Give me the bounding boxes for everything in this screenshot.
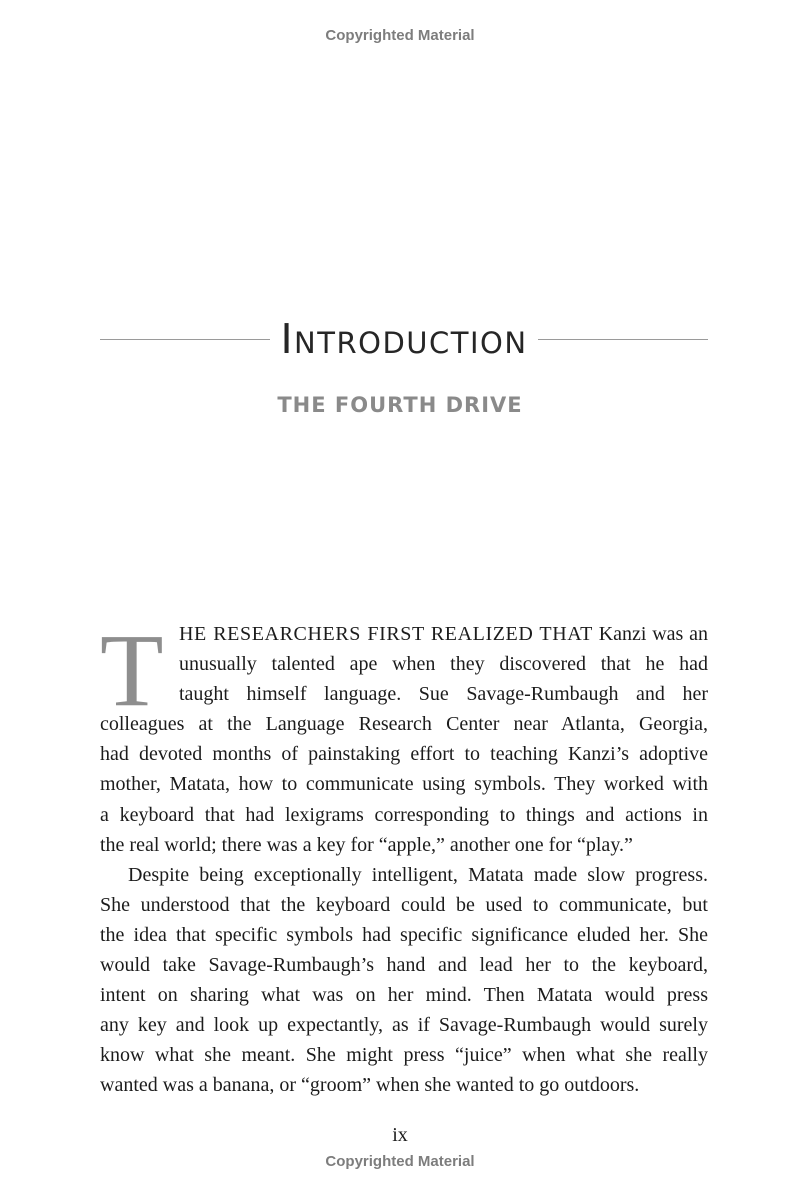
text-line	[100, 619, 708, 649]
chapter-heading	[100, 312, 708, 366]
heading-rule-right	[538, 339, 708, 340]
text-line: colleagues at the Language Research Center near Atlanta, Georgia,	[100, 713, 708, 736]
heading-rule-left	[100, 339, 270, 340]
text-line: mother, Matata, how to communicate using symbols. They worked with	[100, 773, 708, 796]
copyright-watermark-bottom: Copyrighted Material	[325, 1153, 475, 1170]
text-line: the idea that specific symbols had specific significance eluded her. She	[100, 923, 708, 946]
chapter-title: Introduction	[280, 314, 528, 363]
text-line: know what she meant. She might press “juice” when what she really	[100, 1044, 708, 1067]
text-line: wanted was a banana, or “groom” when she wanted to go outdoors.	[100, 1074, 640, 1097]
chapter-subtitle: THE FOURTH DRIVE	[277, 393, 523, 417]
text-line: taught himself language. Sue Savage-Rumbaugh and her	[179, 683, 708, 706]
text-line: a keyboard that had lexigrams corresponding to things and actions in	[100, 803, 708, 826]
page-number: ix	[392, 1124, 408, 1146]
text-line: the real world; there was a key for “apple,” another one for “play.”	[100, 833, 633, 856]
text-line: would take Savage-Rumbaugh’s hand and lead her to the keyboard,	[100, 954, 708, 977]
text-line: had devoted months of painstaking effort to teaching Kanzi’s adoptive	[100, 743, 708, 766]
text-line: Despite being exceptionally intelligent, Matata made slow progress.	[128, 863, 708, 886]
copyright-watermark-top: Copyrighted Material	[325, 27, 475, 44]
text-line: intent on sharing what was on her mind. Then Matata would press	[100, 984, 708, 1007]
text-line: any key and look up expectantly, as if Savage-Rumbaugh would surely	[100, 1014, 708, 1037]
small-caps-lead: HE RESEARCHERS FIRST REALIZED THAT	[179, 623, 593, 645]
text-line: unusually talented ape when they discovered that he had	[179, 653, 708, 676]
text-line: She understood that the keyboard could be used to communicate, but	[100, 893, 708, 916]
drop-cap: T	[100, 613, 164, 728]
body-text	[100, 613, 708, 1101]
lead-line-rest: Kanzi was an	[598, 623, 708, 645]
